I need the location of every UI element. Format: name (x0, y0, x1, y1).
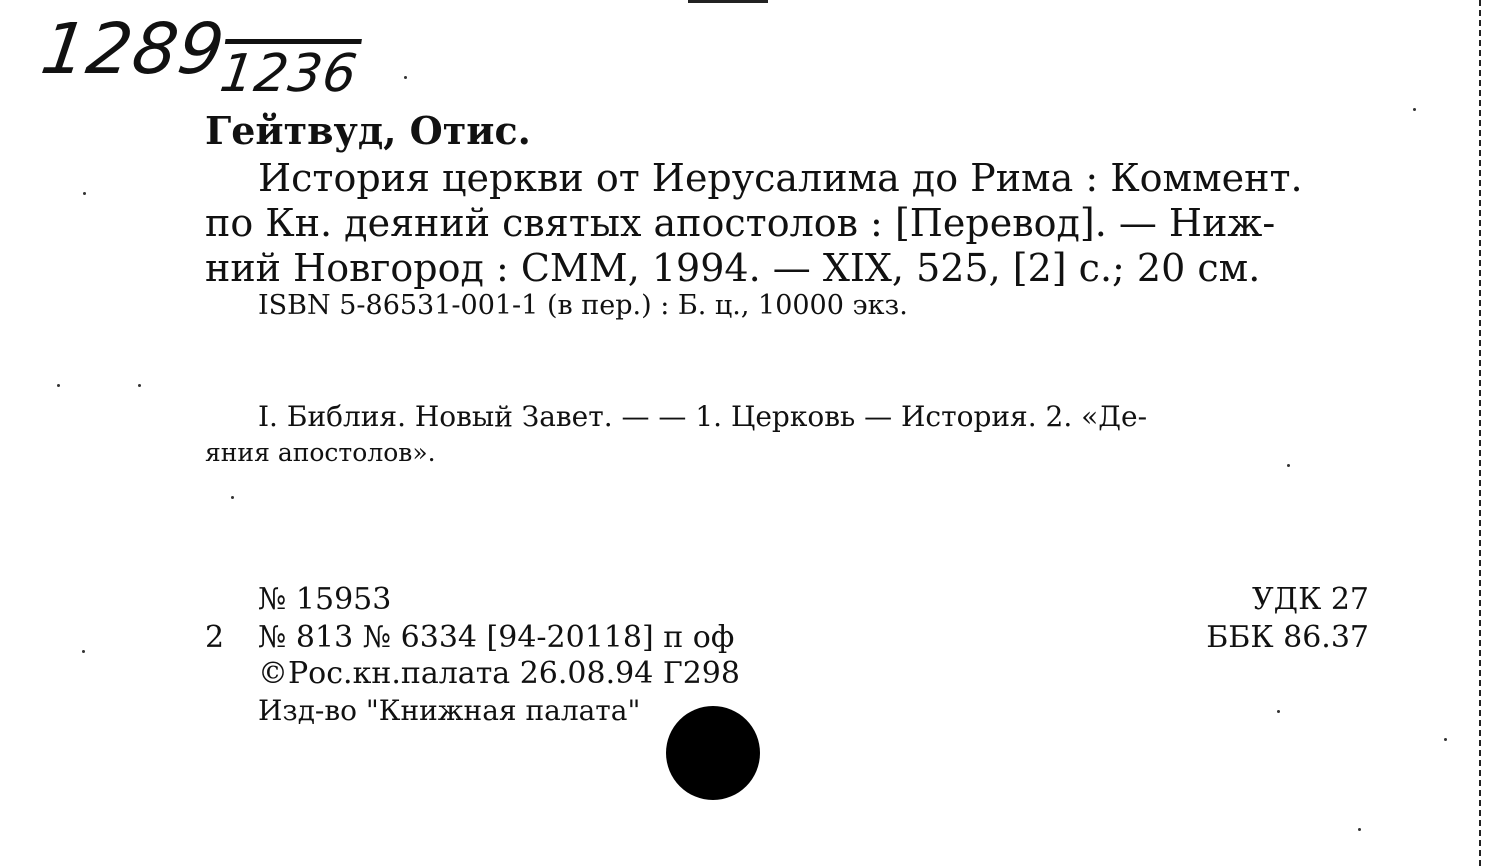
title-line-1: История церкви от Иерусалима до Рима : Коммент. (258, 156, 1303, 200)
title-line-2: по Кн. деяний святых апостолов : [Перевод]. — Ниж- (205, 201, 1276, 245)
card-edge-top (688, 0, 768, 3)
punch-hole (666, 706, 760, 800)
scan-speck (82, 650, 85, 653)
udk-code: УДК 27 (1252, 582, 1369, 617)
copy-count: 2 (205, 620, 225, 655)
scan-speck (1277, 710, 1280, 713)
handwritten-sub-number: 1236 (216, 44, 362, 104)
handwritten-number (36, 8, 366, 104)
scan-speck (404, 76, 407, 79)
subject-line-2: яния апостолов». (205, 438, 436, 467)
copyright-line: ©Рос.кн.палата 26.08.94 Г298 (258, 656, 740, 691)
author-heading: Гейтвуд, Отис. (205, 108, 531, 153)
scan-speck (1287, 464, 1290, 467)
bbk-code: ББК 86.37 (1206, 620, 1369, 655)
isbn-line: ISBN 5-86531-001-1 (в пер.) : Б. ц., 10000 экз. (258, 290, 908, 321)
subject-line-1: I. Библия. Новый Завет. — — 1. Церковь — История. 2. «Де- (258, 400, 1148, 433)
publisher-line: Изд-во "Книжная палата" (258, 694, 641, 727)
scan-speck (1358, 828, 1361, 831)
scan-speck (231, 496, 234, 499)
scan-speck (57, 384, 60, 387)
handwritten-main-number: 1289 (36, 8, 230, 90)
scan-speck (138, 384, 141, 387)
scan-speck (83, 192, 86, 195)
card-edge-dashed (1479, 0, 1481, 866)
scan-speck (1444, 738, 1447, 741)
order-numbers: № 813 № 6334 [94-20118] п оф (258, 620, 735, 655)
scan-speck (1413, 108, 1416, 111)
registration-number: № 15953 (258, 582, 392, 617)
title-line-3: ний Новгород : СММ, 1994. — XIX, 525, [2] с.; 20 см. (205, 246, 1261, 290)
